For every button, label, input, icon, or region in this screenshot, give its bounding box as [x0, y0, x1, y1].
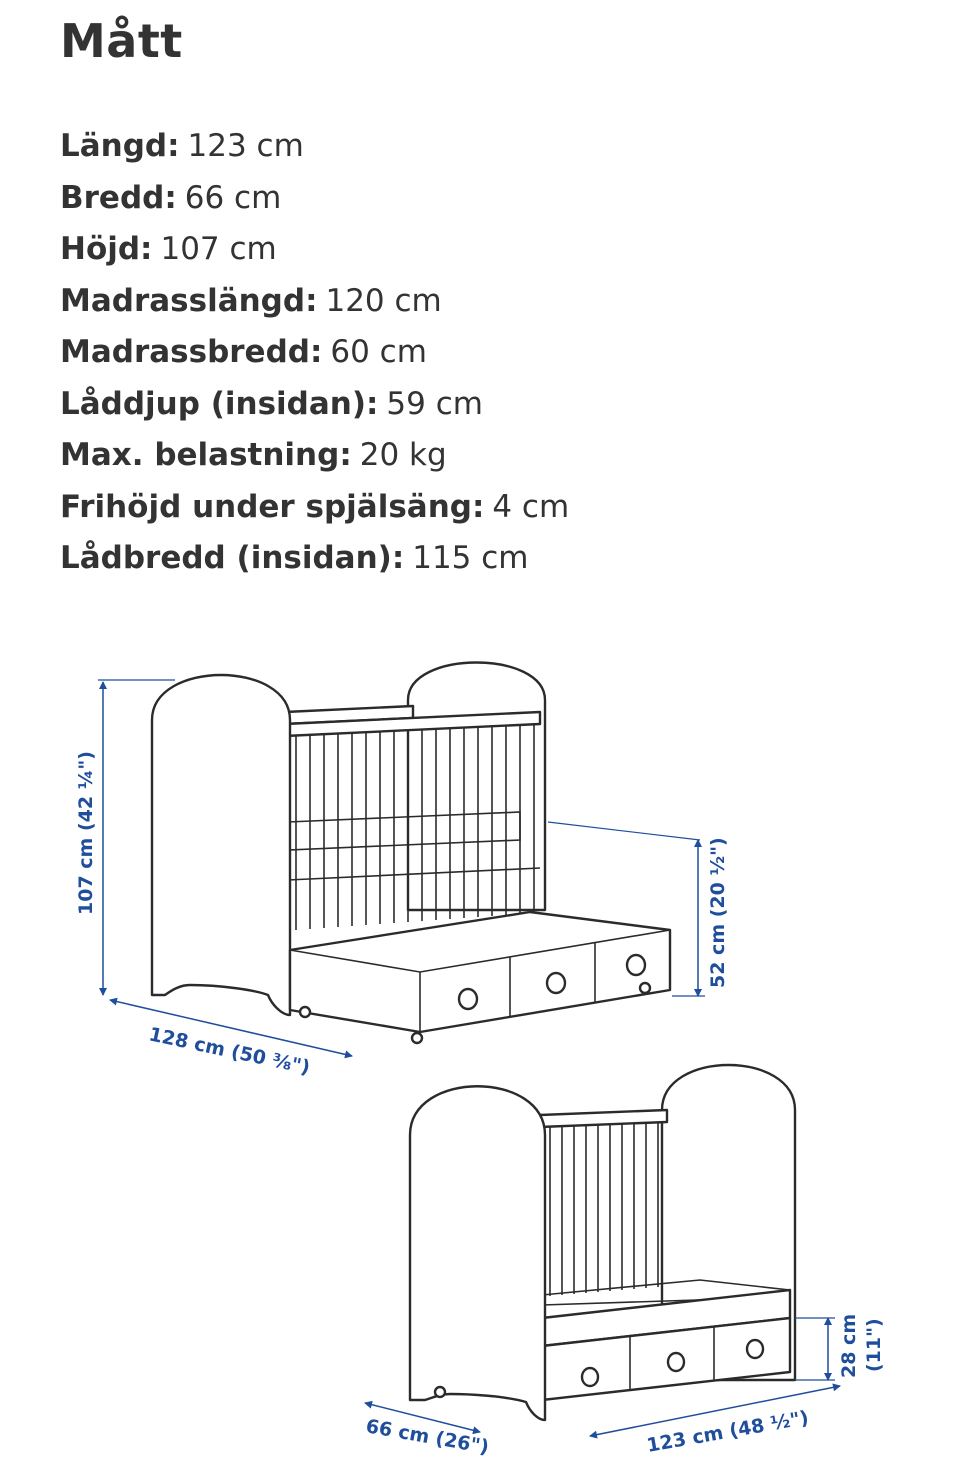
clearance-dimension-label-in: (11"): [863, 1318, 885, 1372]
spec-value: 66 cm: [184, 179, 282, 216]
crib-top-rail: [540, 1110, 667, 1127]
drawer-height-dimension-label: 52 cm (20 ½"): [707, 837, 729, 988]
width-dimension-label: 66 cm (26"): [364, 1415, 491, 1459]
spec-row-length: [60, 124, 569, 176]
crib-illustration-top: [152, 663, 670, 1044]
spec-value: 107 cm: [160, 231, 277, 267]
spec-row-clearance: [60, 485, 569, 537]
spec-row-drawer-width: [60, 536, 569, 588]
crib-front-headboard: [152, 675, 290, 1015]
spec-label: Bredd:: [60, 179, 177, 216]
crib-slats: [550, 1122, 658, 1296]
spec-label: Frihöjd under spjälsäng:: [60, 488, 485, 525]
spec-label: Höjd:: [60, 231, 153, 267]
spec-value: 60 cm: [330, 334, 427, 370]
bed-length-dimension-label: 123 cm (48 ½"): [645, 1406, 811, 1457]
spec-label: Max. belastning:: [60, 437, 352, 473]
spec-row-max-load: [60, 433, 569, 485]
spec-row-mattress-width: [60, 330, 569, 382]
spec-label: Madrassbredd:: [60, 334, 323, 370]
spec-value: 59 cm: [386, 385, 483, 422]
spec-label: Längd:: [60, 128, 180, 164]
dimension-drawing: [0, 600, 960, 1483]
length-dimension-label: 128 cm (50 ⅜"): [146, 1023, 312, 1079]
spec-value: 115 cm: [412, 540, 529, 576]
clearance-dimension-label-cm: 28 cm: [838, 1313, 860, 1378]
spec-row-height: [60, 227, 569, 279]
spec-value: 120 cm: [325, 282, 442, 319]
spec-row-width: [60, 176, 569, 228]
spec-value: 123 cm: [187, 128, 304, 164]
spec-label: Lådbredd (insidan):: [60, 540, 405, 576]
spec-label: Madrasslängd:: [60, 282, 318, 319]
spec-row-mattress-length: [60, 279, 569, 331]
page-title: Mått: [60, 14, 183, 68]
spec-row-drawer-depth: [60, 382, 569, 434]
crib-front-headboard: [410, 1086, 545, 1420]
spec-value: 4 cm: [492, 488, 570, 525]
spec-label: Låddjup (insidan):: [60, 385, 379, 422]
spec-list: [60, 124, 569, 588]
spec-value: 20 kg: [359, 437, 447, 473]
crib-drawer-box: [290, 912, 670, 1032]
height-dimension-label: 107 cm (42 ¼"): [75, 751, 97, 915]
crib-illustration-bottom: [410, 1065, 795, 1420]
